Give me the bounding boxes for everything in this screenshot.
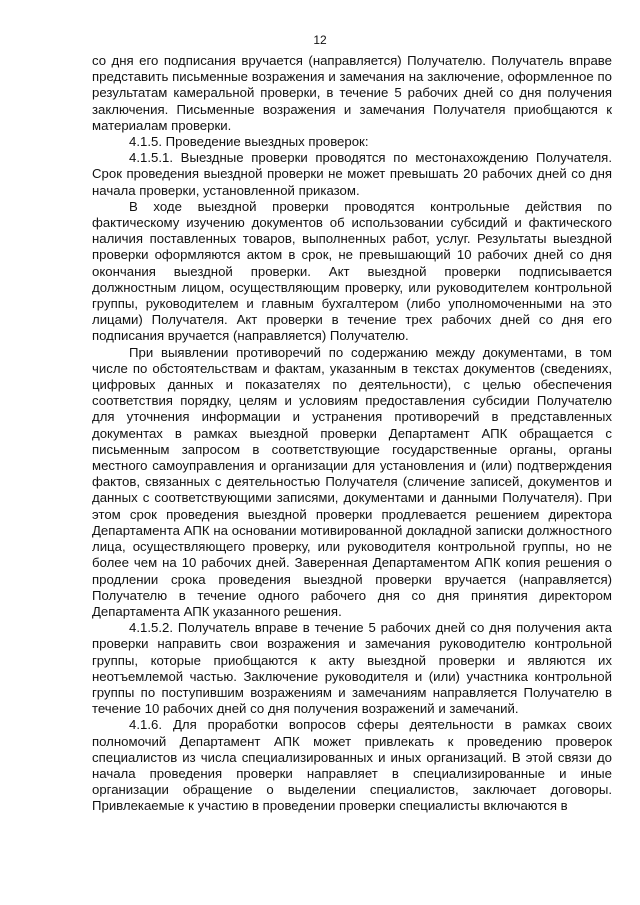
section-heading-4-1-5: 4.1.5. Проведение выездных проверок: xyxy=(129,134,369,150)
paragraph-on-site-inspection: В ходе выездной проверки проводятся контрольные действия по фактическому изучению документов об использовании субсидий и фактического наличия поставленных товаров, выполненных работ, услуг. Результаты выездной проверки оформляются актом в срок, не превышающий 10 рабочих дней со дня окончания выездной проверки. Акт выездной проверки подписывается должностным лицом, осуществляющим проверку, или руководителем контрольной группы, руководителем и главным бухгалтером (либо уполномоченными на это лицами) Получателя. Акт проверки в течение трех рабочих дней со дня его подписания вручается (направляется) Получателю. xyxy=(92,198,612,344)
paragraph-4-1-5-2: 4.1.5.2. Получатель вправе в течение 5 рабочих дней со дня получения акта проверки направить свои возражения и замечания руководителю контрольной группы, которые приобщаются к акту выездной проверки и являются их неотъемлемой частью. Заключение руководителя и (или) участника контрольной группы по поступившим возражениям и замечаниям направляется Получателю в течение 10 рабочих дней со дня получения возражений и замечаний. xyxy=(92,620,612,717)
paragraph-continuation: со дня его подписания вручается (направляется) Получателю. Получатель вправе представить письменные возражения и замечания на заключение, оформленное по результатам камеральной проверки, в течение 5 рабочих дней со дня получения заключения. Письменные возражения и замечания Получателя приобщаются к материалам проверки. xyxy=(92,53,612,133)
page-number: 12 xyxy=(313,33,327,47)
document-body xyxy=(92,53,612,815)
paragraph-4-1-6: 4.1.6. Для проработки вопросов сферы деятельности в рамках своих полномочий Департамент АПК может привлекать к проведению проверок специалистов из числа специализированных и иных организаций. В этой связи до начала проведения проверки направляет в специализированные и иные организации обращение о выделении специалистов, заключает договоры. Привлекаемые к участию в проведении проверки специалисты включаются в xyxy=(92,717,612,814)
paragraph-contradictions: При выявлении противоречий по содержанию между документами, в том числе по обстоятельствам и фактам, указанным в текстах документов (сведениях, цифровых данных и показателях по деятельности), с целью обеспечения соответствия порядку, целям и условиям предоставления субсидии Получателю для уточнения информации и устранения противоречий в представленных документах в рамках выездной проверки Департамент АПК обращается с письменным запросом в соответствующие государственные органы, органы местного самоуправления и организации для установления и (или) подтверждения фактов, связанных с деятельностью Получателя (сличение записей, документов и данных с соответствующими записями, документами и данными Получателя). При этом срок проведения выездной проверки продлевается решением директора Департамента АПК на основании мотивированной докладной записки должностного лица, осуществляющего проверку, или руководителя контрольной группы, но не более чем на 10 рабочих дней. Заверенная Департаментом АПК копия решения о продлении срока проведения выездной проверки вручается (направляется) Получателю в течение одного рабочего дня со дня принятия директором Департамента АПК указанного решения. xyxy=(92,344,612,619)
paragraph-4-1-5-1: 4.1.5.1. Выездные проверки проводятся по местонахождению Получателя. Срок проведения выездной проверки не может превышать 20 рабочих дней со дня начала проверки, установленной приказом. xyxy=(92,150,612,198)
